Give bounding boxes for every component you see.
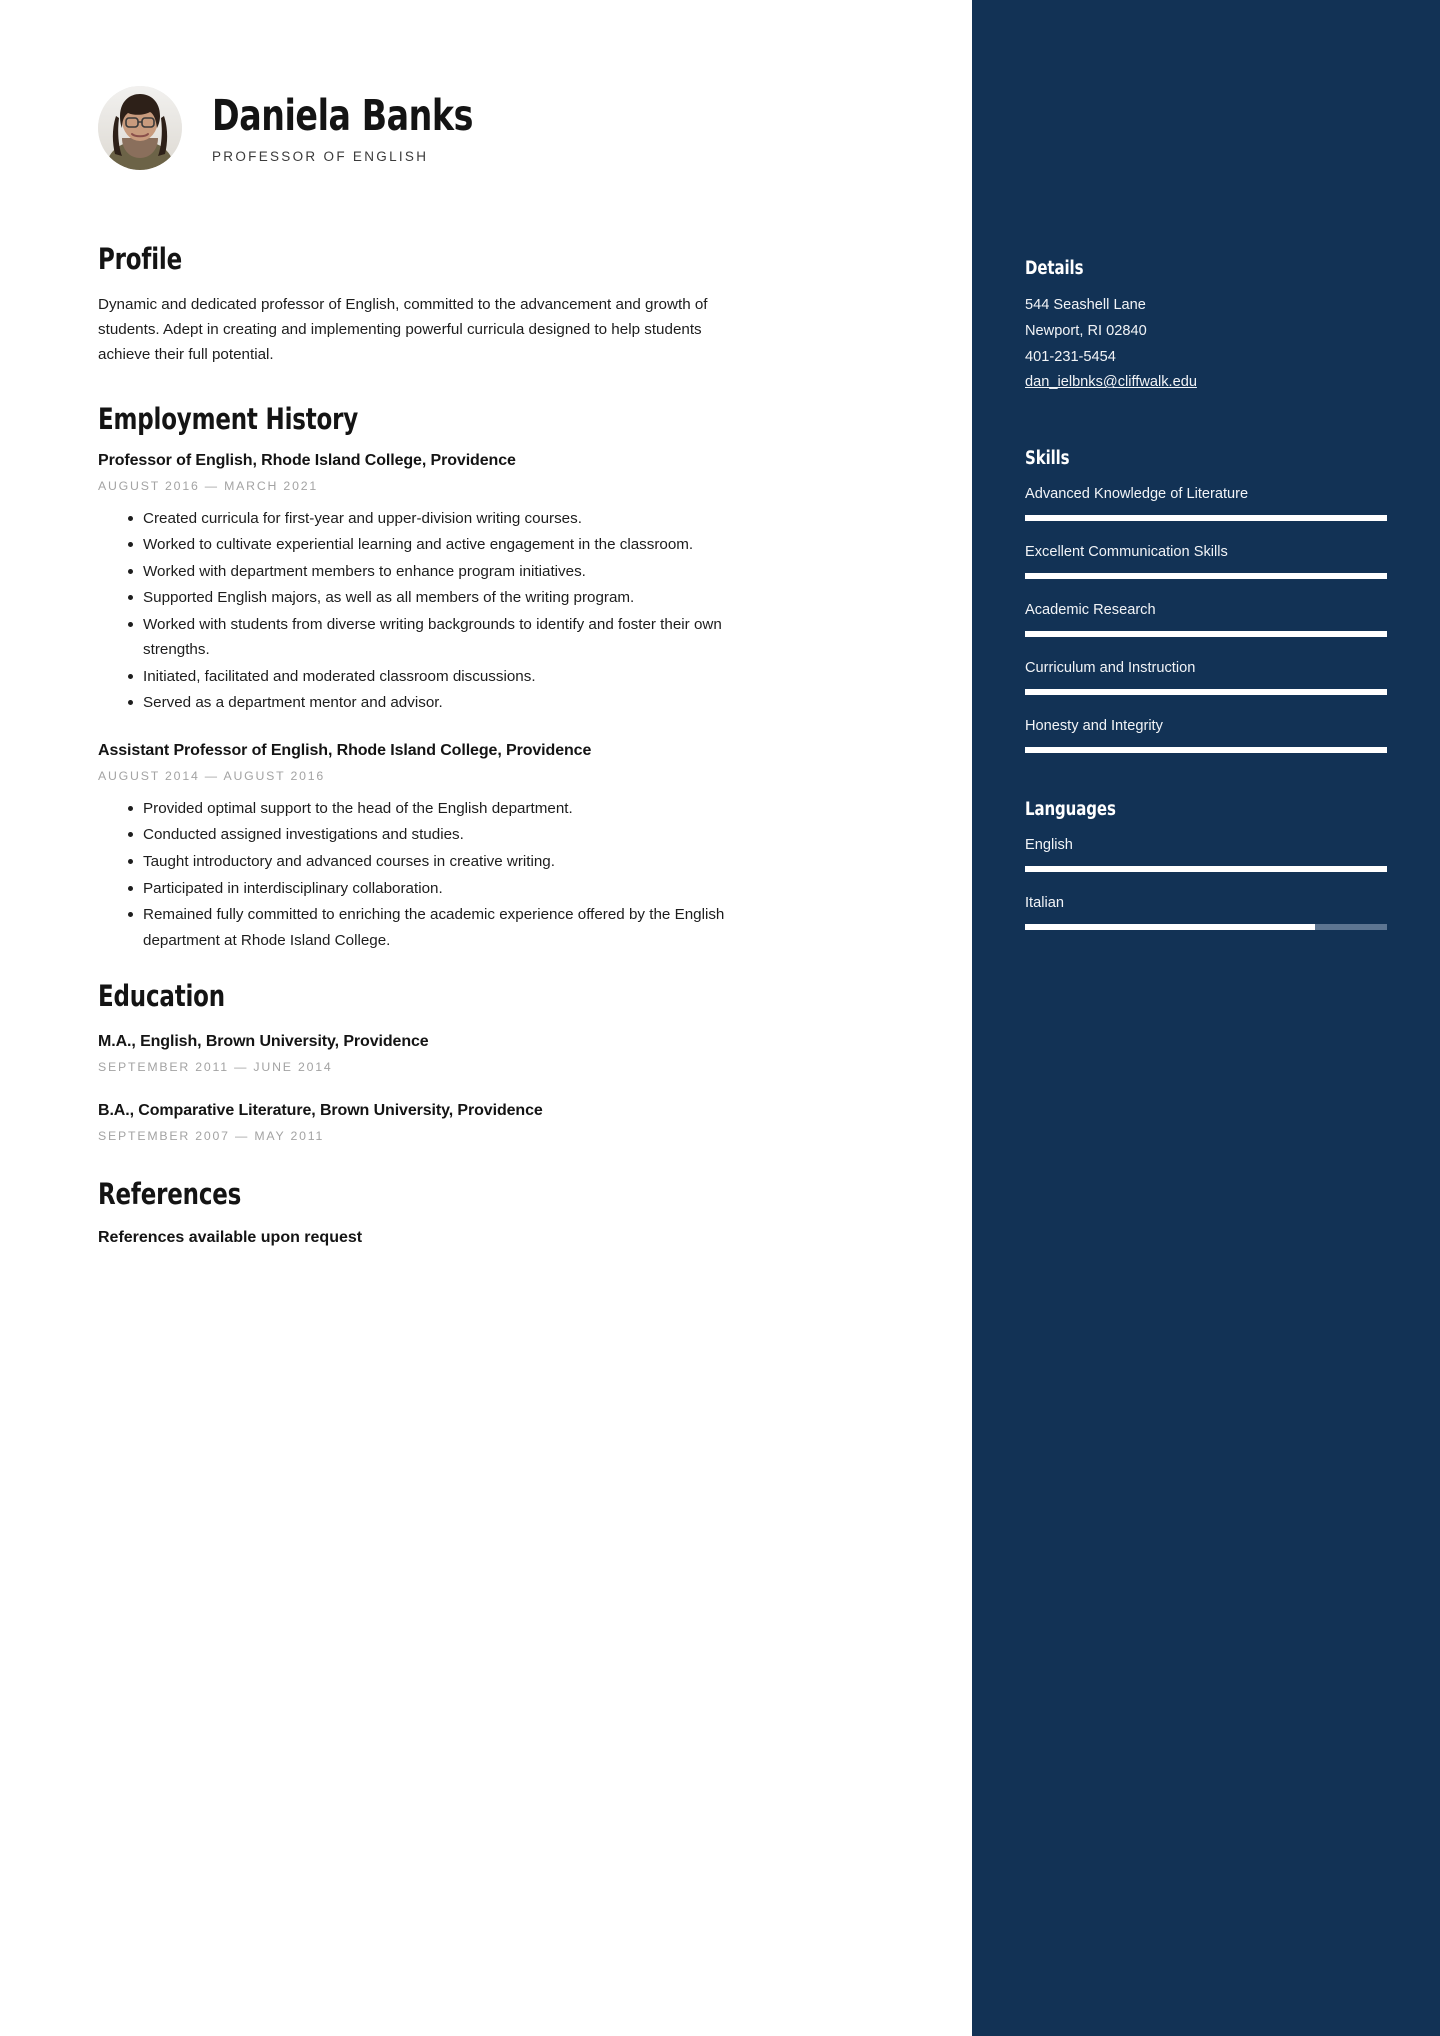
resume-header — [98, 86, 894, 170]
language-item-level-fill — [1025, 924, 1315, 930]
skill-item — [1025, 715, 1387, 753]
phone-number[interactable]: 401-231-5454 — [1025, 348, 1116, 365]
language-item-level-fill — [1025, 866, 1387, 872]
employment-heading: Employment History — [98, 401, 359, 436]
employment-bullet: Supported English majors, as well as all members of the writing program. — [98, 585, 758, 611]
language-item — [1025, 834, 1387, 872]
employment-section — [98, 402, 894, 953]
skill-item — [1025, 599, 1387, 637]
profile-heading: Profile — [98, 242, 182, 276]
employment-entry-dates: AUGUST 2014 — AUGUST 2016 — [98, 768, 326, 783]
skill-item-label: Academic Research — [1025, 602, 1156, 619]
skills-heading: Skills — [1025, 448, 1070, 470]
profile-section — [98, 242, 894, 368]
employment-bullet: Conducted assigned investigations and studies. — [98, 822, 758, 848]
employment-bullet: Worked with students from diverse writing backgrounds to identify and foster their own strengths. — [98, 612, 758, 663]
skill-item-level-bar — [1025, 689, 1387, 695]
employment-bullet-list — [98, 796, 894, 953]
candidate-job-title: PROFESSOR OF ENGLISH — [212, 149, 429, 165]
employment-bullet: Remained fully committed to enriching the academic experience offered by the English department at Rhode Island College. — [98, 902, 758, 953]
profile-text: Dynamic and dedicated professor of English, committed to the advancement and growth of students. Adept in creating and implementing powerful curricula designed to help students achieve their full potential. — [98, 296, 708, 364]
skill-item-label: Curriculum and Instruction — [1025, 660, 1196, 677]
employment-entry — [98, 452, 894, 716]
skill-item-level-fill — [1025, 689, 1387, 695]
address-line-1: 544 Seashell Lane — [1025, 297, 1146, 313]
details-block — [1025, 258, 1387, 396]
employment-list — [98, 452, 894, 953]
employment-entry-dates: AUGUST 2016 — MARCH 2021 — [98, 478, 318, 493]
education-heading: Education — [98, 979, 225, 1014]
employment-bullet: Worked with department members to enhance program initiatives. — [98, 559, 758, 585]
languages-heading: Languages — [1025, 798, 1116, 820]
language-item-label: English — [1025, 836, 1073, 853]
education-entry-dates: SEPTEMBER 2011 — JUNE 2014 — [98, 1060, 333, 1075]
header-text — [212, 92, 515, 164]
language-item-level-bar — [1025, 866, 1387, 872]
education-entry-title: B.A., Comparative Literature, Brown University, Providence — [98, 1102, 543, 1120]
skill-item-label: Honesty and Integrity — [1025, 717, 1163, 734]
employment-bullet: Served as a department mentor and advisor. — [98, 690, 758, 716]
portrait-photo-icon — [98, 86, 182, 170]
languages-list — [1025, 834, 1387, 930]
language-item-label: Italian — [1025, 894, 1064, 911]
candidate-name: Daniela Banks — [212, 90, 473, 141]
sidebar — [972, 0, 1440, 2036]
skills-list — [1025, 483, 1387, 753]
employment-bullet: Initiated, facilitated and moderated classroom discussions. — [98, 664, 758, 690]
address-line-2: Newport, RI 02840 — [1025, 322, 1147, 339]
skill-item-label: Advanced Knowledge of Literature — [1025, 486, 1249, 503]
skill-item — [1025, 483, 1387, 521]
avatar — [98, 86, 182, 170]
skill-item-level-fill — [1025, 631, 1387, 637]
skill-item — [1025, 541, 1387, 579]
skill-item-level-fill — [1025, 747, 1387, 753]
skill-item — [1025, 657, 1387, 695]
language-item — [1025, 892, 1387, 930]
skill-item-level-fill — [1025, 515, 1387, 521]
skill-item-level-fill — [1025, 573, 1387, 579]
references-heading: References — [98, 1177, 242, 1212]
skill-item-level-bar — [1025, 747, 1387, 753]
references-text: References available upon request — [98, 1229, 363, 1247]
education-entry-title: M.A., English, Brown University, Providence — [98, 1033, 429, 1051]
references-section — [98, 1177, 894, 1247]
employment-entry-title: Assistant Professor of English, Rhode Island College, Providence — [98, 741, 592, 759]
language-item-level-bar — [1025, 924, 1387, 930]
skill-item-level-bar — [1025, 515, 1387, 521]
education-entry — [98, 1102, 894, 1143]
education-section — [98, 979, 894, 1143]
education-list — [98, 1033, 894, 1143]
education-entry — [98, 1033, 894, 1074]
employment-bullet: Worked to cultivate experiential learning and active engagement in the classroom. — [98, 532, 758, 558]
skill-item-level-bar — [1025, 631, 1387, 637]
email-link[interactable]: dan_ielbnks@cliffwalk.edu — [1025, 374, 1197, 391]
skills-block — [1025, 448, 1387, 753]
skill-item-level-bar — [1025, 573, 1387, 579]
employment-bullet: Taught introductory and advanced courses in creative writing. — [98, 849, 758, 875]
employment-bullet: Participated in interdisciplinary collaboration. — [98, 876, 758, 902]
languages-block — [1025, 799, 1387, 930]
employment-bullet-list — [98, 506, 894, 716]
education-entry-dates: SEPTEMBER 2007 — MAY 2011 — [98, 1129, 325, 1144]
employment-entry — [98, 742, 894, 953]
employment-bullet: Created curricula for first-year and upper-division writing courses. — [98, 506, 758, 532]
employment-bullet: Provided optimal support to the head of the English department. — [98, 796, 758, 822]
employment-entry-title: Professor of English, Rhode Island College, Providence — [98, 451, 516, 469]
skill-item-label: Excellent Communication Skills — [1025, 544, 1228, 561]
details-heading: Details — [1025, 258, 1084, 279]
